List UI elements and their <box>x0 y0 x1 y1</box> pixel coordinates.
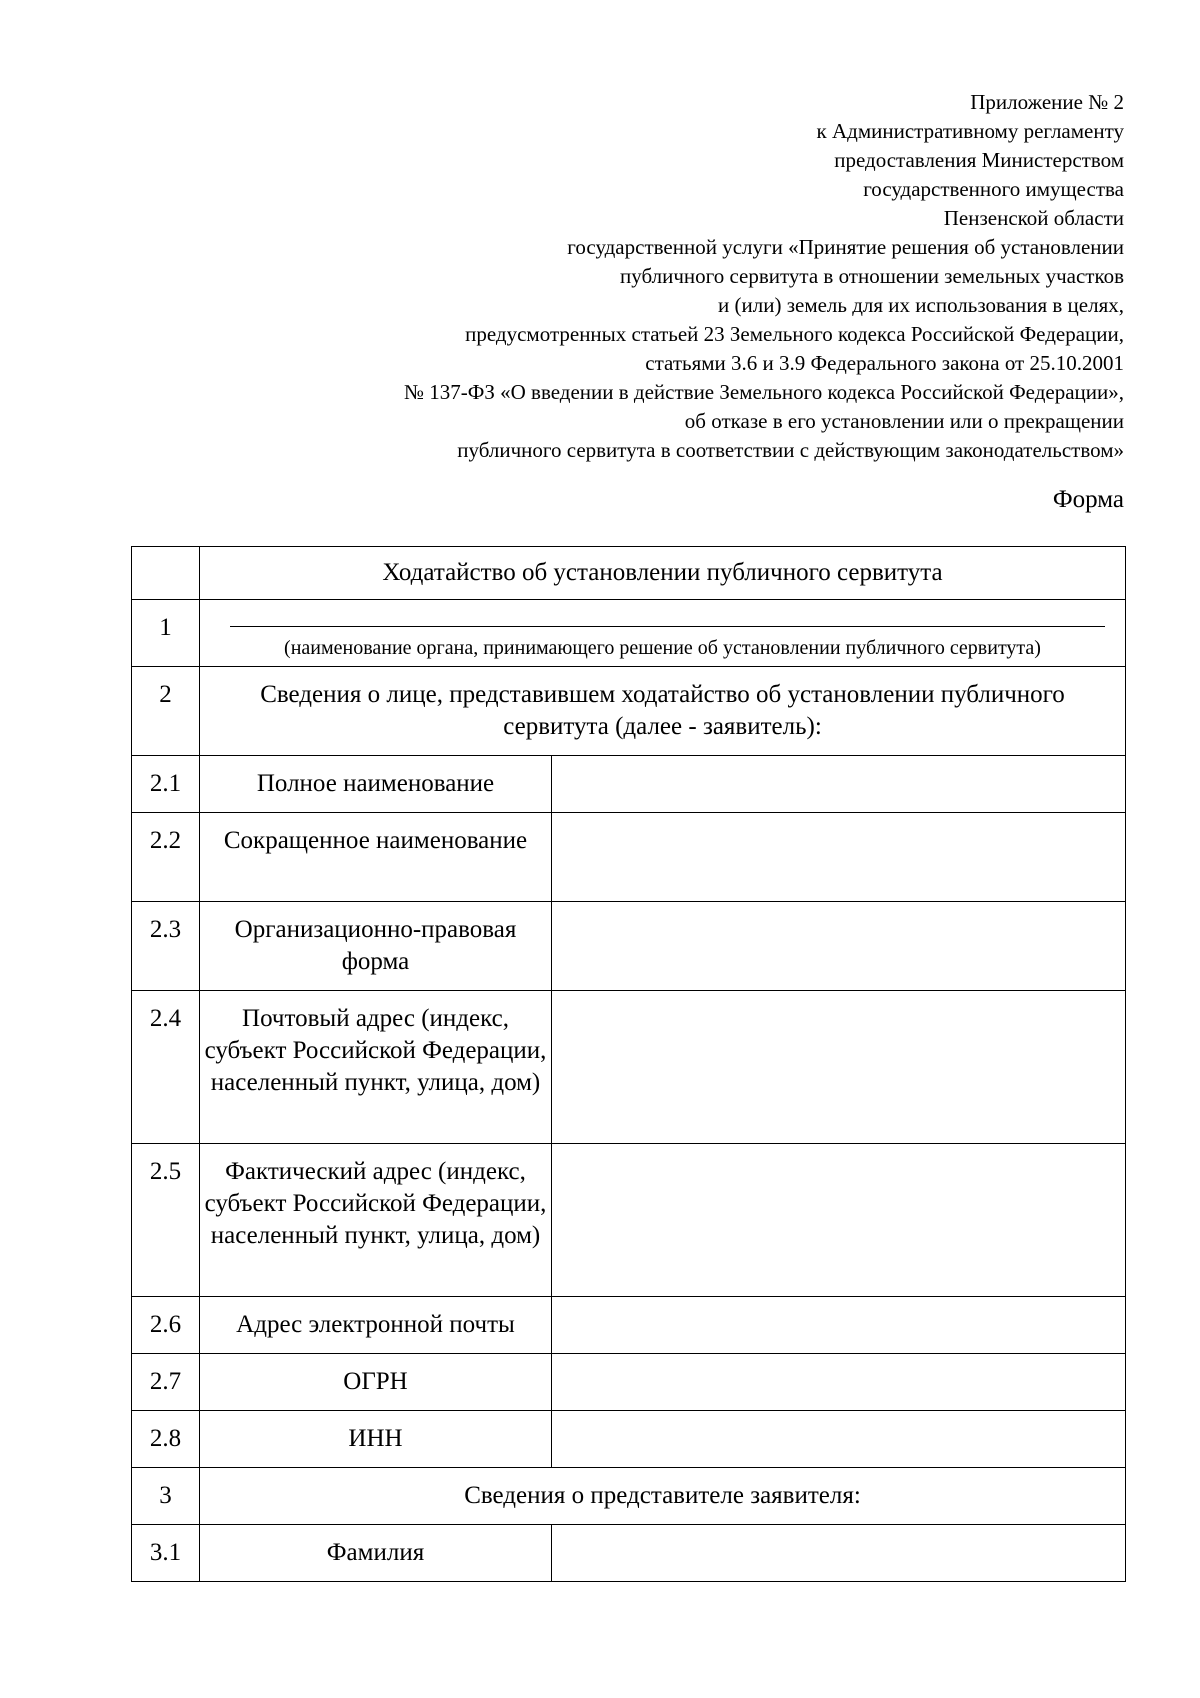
header-line: № 137-ФЗ «О введении в действие Земельного кодекса Российской Федерации», <box>403 380 1124 404</box>
table-row <box>132 1297 1126 1354</box>
row-number: 2.6 <box>132 1297 200 1354</box>
field-label: ИНН <box>200 1411 552 1468</box>
representative-heading-row <box>132 1468 1126 1525</box>
full-name-field[interactable] <box>552 756 1126 813</box>
table-row <box>132 813 1126 902</box>
header-line: публичного сервитута в соответствии с действующим законодательством» <box>457 438 1124 462</box>
table-row <box>132 991 1126 1144</box>
table-row <box>132 1525 1126 1582</box>
field-label: Сокращенное наименование <box>200 813 552 902</box>
actual-address-field[interactable] <box>552 1144 1126 1297</box>
header-line: публичного сервитута в отношении земельных участков <box>619 264 1124 288</box>
header-line: Пензенской области <box>943 206 1124 230</box>
field-label: Организационно-правовая форма <box>200 902 552 991</box>
row-number: 2.5 <box>132 1144 200 1297</box>
table-row <box>132 1144 1126 1297</box>
header-line: статьями 3.6 и 3.9 Федерального закона от 25.10.2001 <box>645 351 1124 375</box>
header-line: об отказе в его установлении или о прекращении <box>684 409 1124 433</box>
row-number: 2.4 <box>132 991 200 1144</box>
form-label: Форма <box>1052 486 1124 513</box>
header-line: и (или) земель для их использования в целях, <box>718 293 1124 317</box>
field-label: Фактический адрес (индекс, субъект Российской Федерации, населенный пункт, улица, дом) <box>200 1144 552 1297</box>
header-line: предусмотренных статьей 23 Земельного кодекса Российской Федерации, <box>465 322 1124 346</box>
table-title-row <box>132 547 1126 600</box>
header-line: государственного имущества <box>863 177 1124 201</box>
row-number: 1 <box>132 600 200 667</box>
legal-form-field[interactable] <box>552 902 1126 991</box>
applicant-heading: Сведения о лице, представившем ходатайство об установлении публичного сервитута (далее - заявитель): <box>200 667 1126 756</box>
row-number: 3.1 <box>132 1525 200 1582</box>
title-num-cell <box>132 547 200 600</box>
row-number: 2.3 <box>132 902 200 991</box>
row-number: 2.8 <box>132 1411 200 1468</box>
field-label: Адрес электронной почты <box>200 1297 552 1354</box>
field-label: Почтовый адрес (индекс, субъект Российской Федерации, населенный пункт, улица, дом) <box>200 991 552 1144</box>
row-number: 2.7 <box>132 1354 200 1411</box>
inn-field[interactable] <box>552 1411 1126 1468</box>
petition-form-table <box>131 546 1126 1582</box>
postal-address-field[interactable] <box>552 991 1126 1144</box>
header-line: к Административному регламенту <box>816 119 1124 143</box>
field-label: Фамилия <box>200 1525 552 1582</box>
field-label: Полное наименование <box>200 756 552 813</box>
authority-name-line[interactable] <box>230 626 1105 627</box>
row-number: 3 <box>132 1468 200 1525</box>
authority-caption: (наименование органа, принимающего решение об установлении публичного сервитута) <box>284 637 1041 659</box>
authority-row <box>132 600 1126 667</box>
representative-heading: Сведения о представителе заявителя: <box>200 1468 1126 1525</box>
short-name-field[interactable] <box>552 813 1126 902</box>
table-row <box>132 1411 1126 1468</box>
header-line: Приложение № 2 <box>970 90 1124 114</box>
table-row <box>132 1354 1126 1411</box>
appendix-header <box>224 88 1124 465</box>
row-number: 2.2 <box>132 813 200 902</box>
table-title: Ходатайство об установлении публичного сервитута <box>200 547 1126 600</box>
row-number: 2.1 <box>132 756 200 813</box>
header-line: государственной услуги «Принятие решения об установлении <box>567 235 1124 259</box>
field-label: ОГРН <box>200 1354 552 1411</box>
applicant-heading-row <box>132 667 1126 756</box>
authority-field[interactable] <box>200 600 1126 667</box>
ogrn-field[interactable] <box>552 1354 1126 1411</box>
header-line: предоставления Министерством <box>834 148 1124 172</box>
email-field[interactable] <box>552 1297 1126 1354</box>
table-row <box>132 902 1126 991</box>
table-row <box>132 756 1126 813</box>
row-number: 2 <box>132 667 200 756</box>
surname-field[interactable] <box>552 1525 1126 1582</box>
